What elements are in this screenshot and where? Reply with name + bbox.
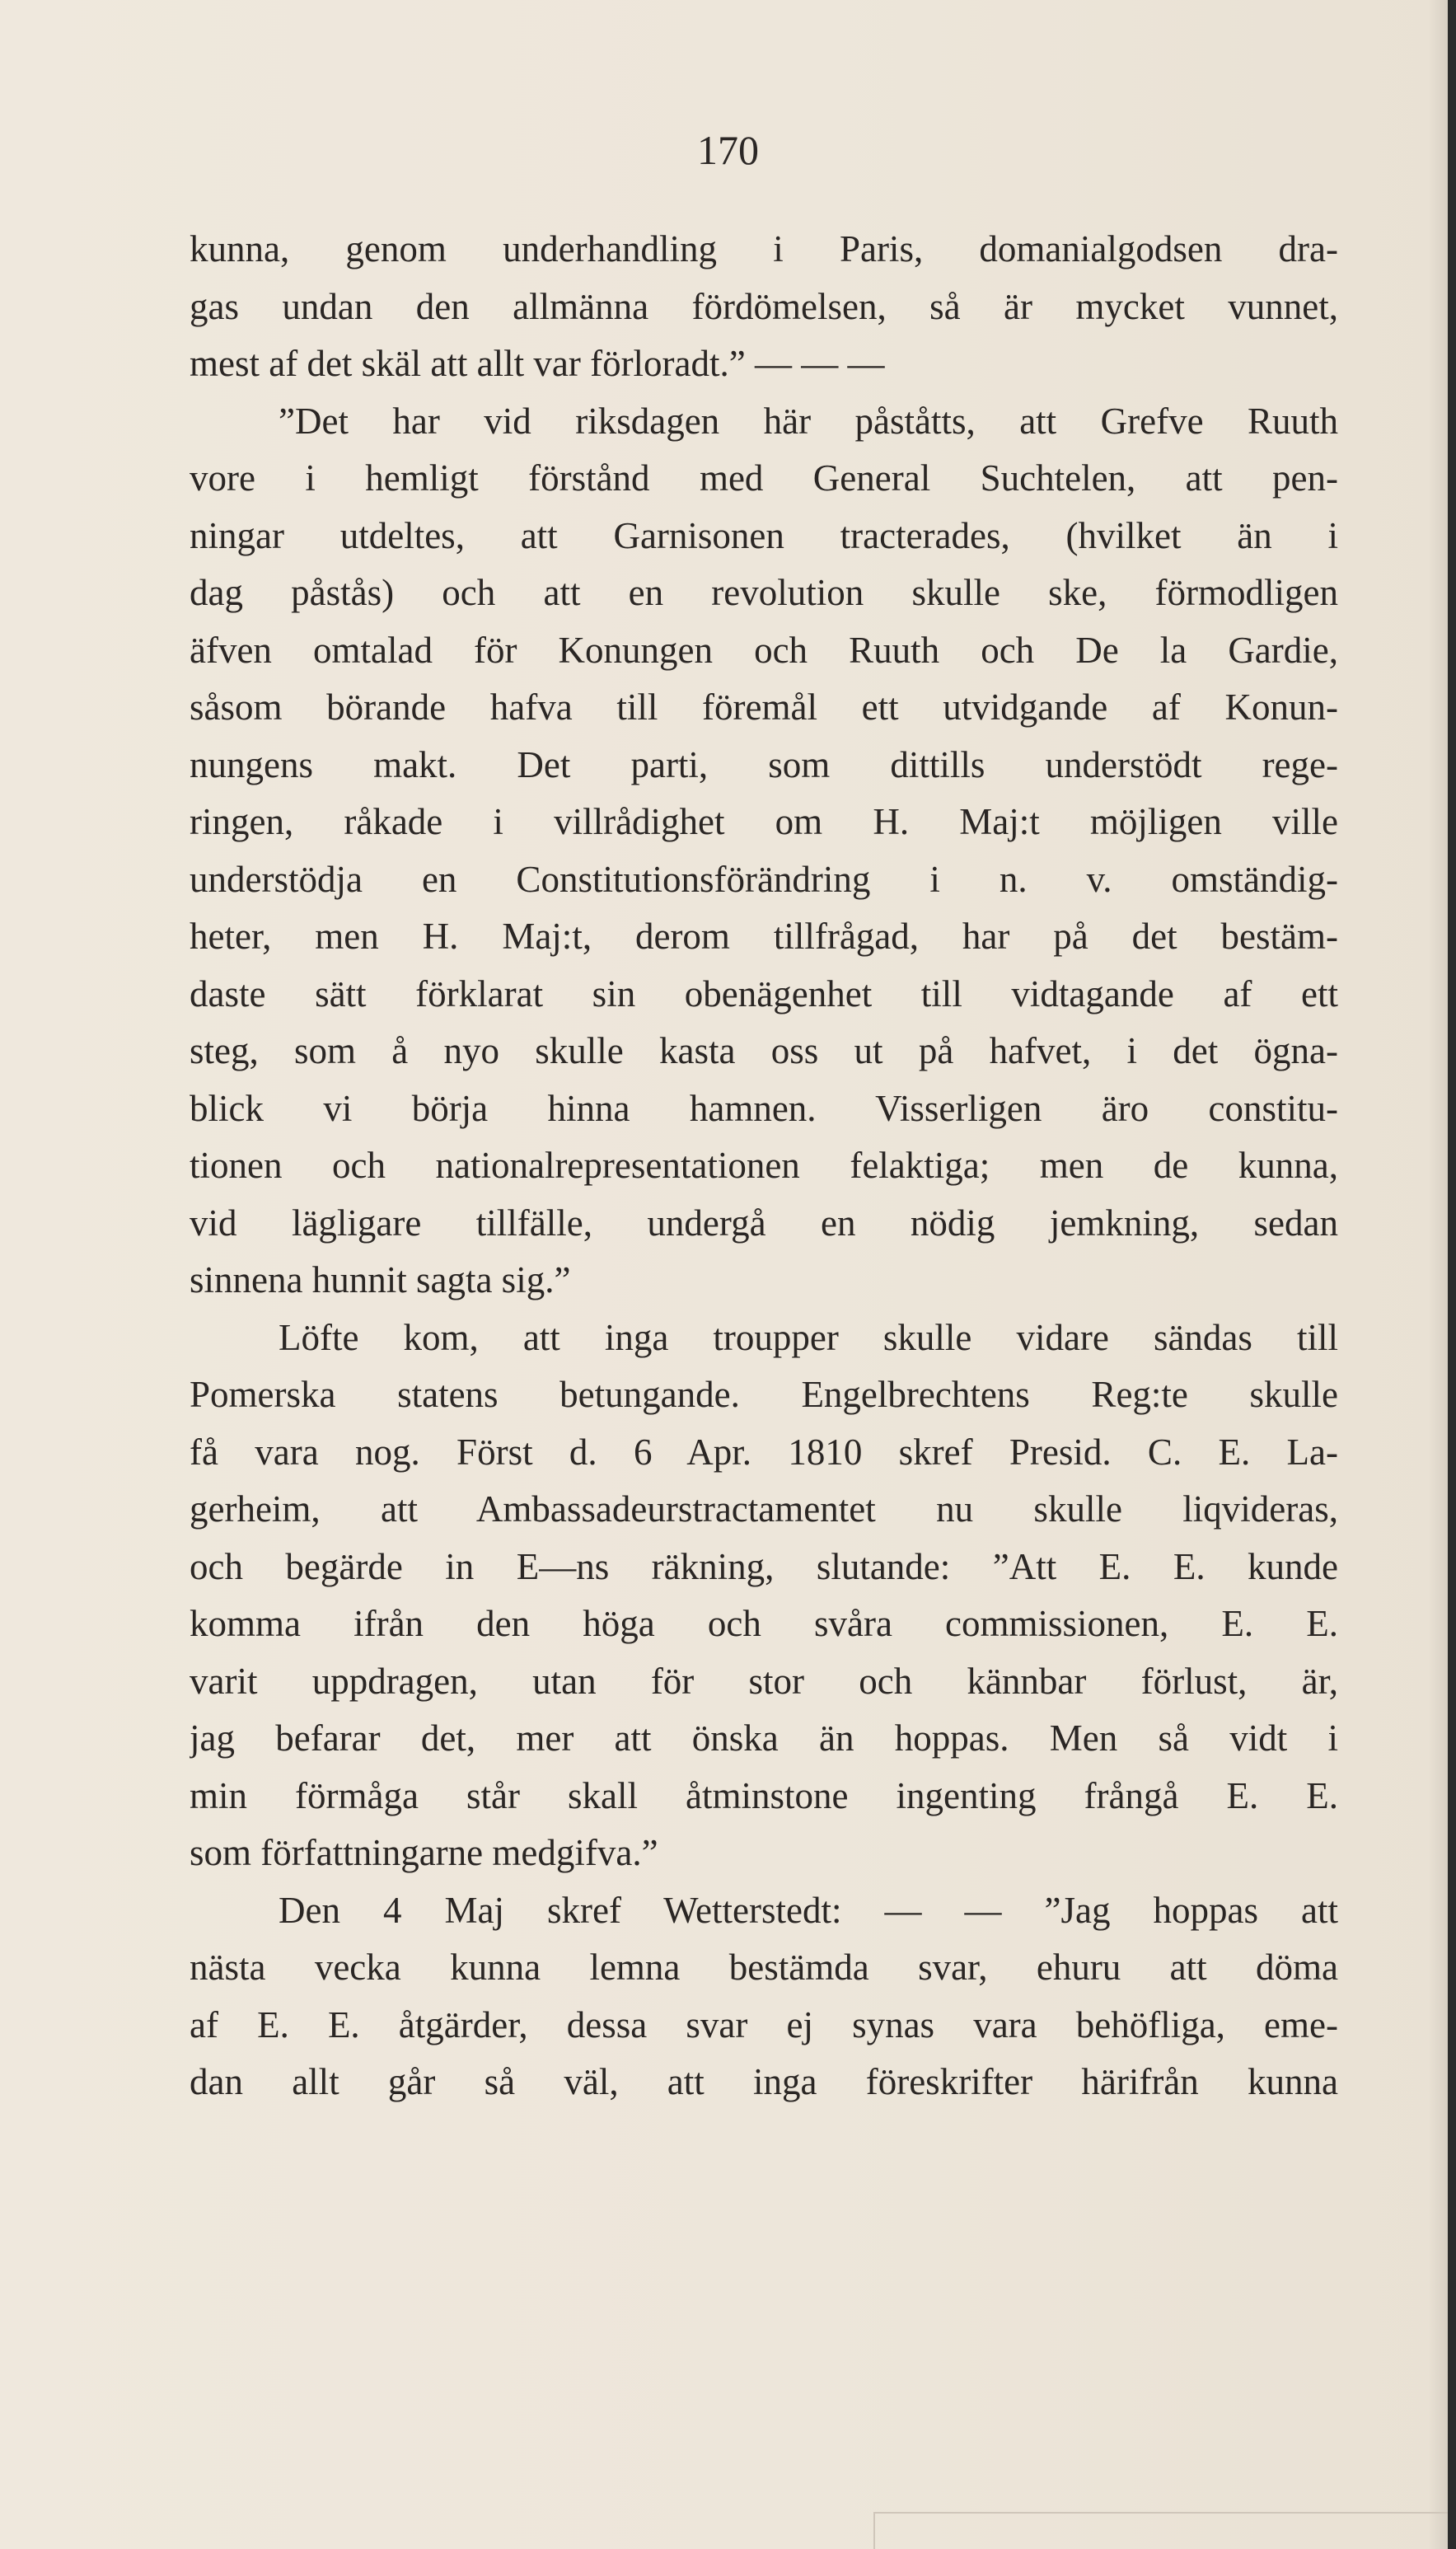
text-line: varit uppdragen, utan för stor och kännbar förlust, är, (190, 1660, 1338, 1702)
text-line: och begärde in E—ns räkning, slutande: ”Att E. E. kunde (190, 1545, 1338, 1587)
page-edge (1448, 0, 1456, 2549)
text-line: jag befarar det, mer att önska än hoppas. Men så vidt i (190, 1717, 1338, 1759)
scan-border-corner (873, 2512, 875, 2549)
text-line: daste sätt förklarat sin obenägenhet till vidtagande af ett (190, 972, 1338, 1014)
text-line: ringen, råkade i villrådighet om H. Maj:t möjligen ville (190, 801, 1338, 842)
text-line: dag påstås) och att en revolution skulle ske, förmodligen (190, 572, 1338, 613)
text-line: ”Det har vid riksdagen här påståtts, att Grefve Ruuth (279, 400, 1338, 442)
text-line: ningar utdeltes, att Garnisonen tracterades, (hvilket än i (190, 514, 1338, 556)
text-line: heter, men H. Maj:t, derom tillfrågad, har på det bestäm- (190, 916, 1338, 957)
text-line: nungens makt. Det parti, som dittills understödt rege- (190, 743, 1338, 785)
text-line: Löfte kom, att inga troupper skulle vidare sändas till (279, 1316, 1338, 1358)
text-line: sinnena hunnit sagta sig.” (190, 1259, 571, 1300)
text-line: äfven omtalad för Konungen och Ruuth och De la Gardie, (190, 629, 1338, 671)
text-line: nästa vecka kunna lemna bestämda svar, ehuru att döma (190, 1947, 1338, 1988)
text-line: af E. E. åtgärder, dessa svar ej synas vara behöfliga, eme- (190, 2003, 1338, 2045)
text-line: vid lägligare tillfälle, undergå en nödig jemkning, sedan (190, 1202, 1338, 1244)
text-line: understödja en Constitutionsförändring i n. v. omständig- (190, 858, 1338, 900)
text-line: gerheim, att Ambassadeurstractamentet nu skulle liqvideras, (190, 1488, 1338, 1530)
page-number: 170 (697, 127, 759, 173)
text-line: som författningarne medgifva.” (190, 1832, 658, 1873)
scan-border-line (873, 2512, 1448, 2514)
text-line: dan allt går så väl, att inga föreskrifter härifrån kunna (190, 2061, 1338, 2102)
text-line: mest af det skäl att allt var förloradt.” — — — (190, 343, 885, 384)
text-line: tionen och nationalrepresentationen felaktiga; men de kunna, (190, 1145, 1338, 1186)
text-line: vore i hemligt förstånd med General Suchtelen, att pen- (190, 457, 1338, 499)
text-line: min förmåga står skall åtminstone ingenting frångå E. E. (190, 1774, 1338, 1816)
text-line: Den 4 Maj skref Wetterstedt: — — ”Jag hoppas att (279, 1889, 1338, 1931)
text-line: Pomerska statens betungande. Engelbrechtens Reg:te skulle (190, 1374, 1338, 1415)
text-line: få vara nog. Först d. 6 Apr. 1810 skref Presid. C. E. La- (190, 1431, 1338, 1473)
page-edge-shadow (1428, 0, 1448, 2549)
text-line: såsom börande hafva till föremål ett utvidgande af Konun- (190, 686, 1338, 728)
body-text (190, 221, 1338, 2111)
text-line: kunna, genom underhandling i Paris, domanialgodsen dra- (190, 228, 1338, 269)
text-line: komma ifrån den höga och svåra commissionen, E. E. (190, 1603, 1338, 1644)
text-line: steg, som å nyo skulle kasta oss ut på hafvet, i det ögna- (190, 1030, 1338, 1071)
text-line: blick vi börja hinna hamnen. Visserligen äro constitu- (190, 1087, 1338, 1129)
text-line: gas undan den allmänna fördömelsen, så är mycket vunnet, (190, 285, 1338, 327)
